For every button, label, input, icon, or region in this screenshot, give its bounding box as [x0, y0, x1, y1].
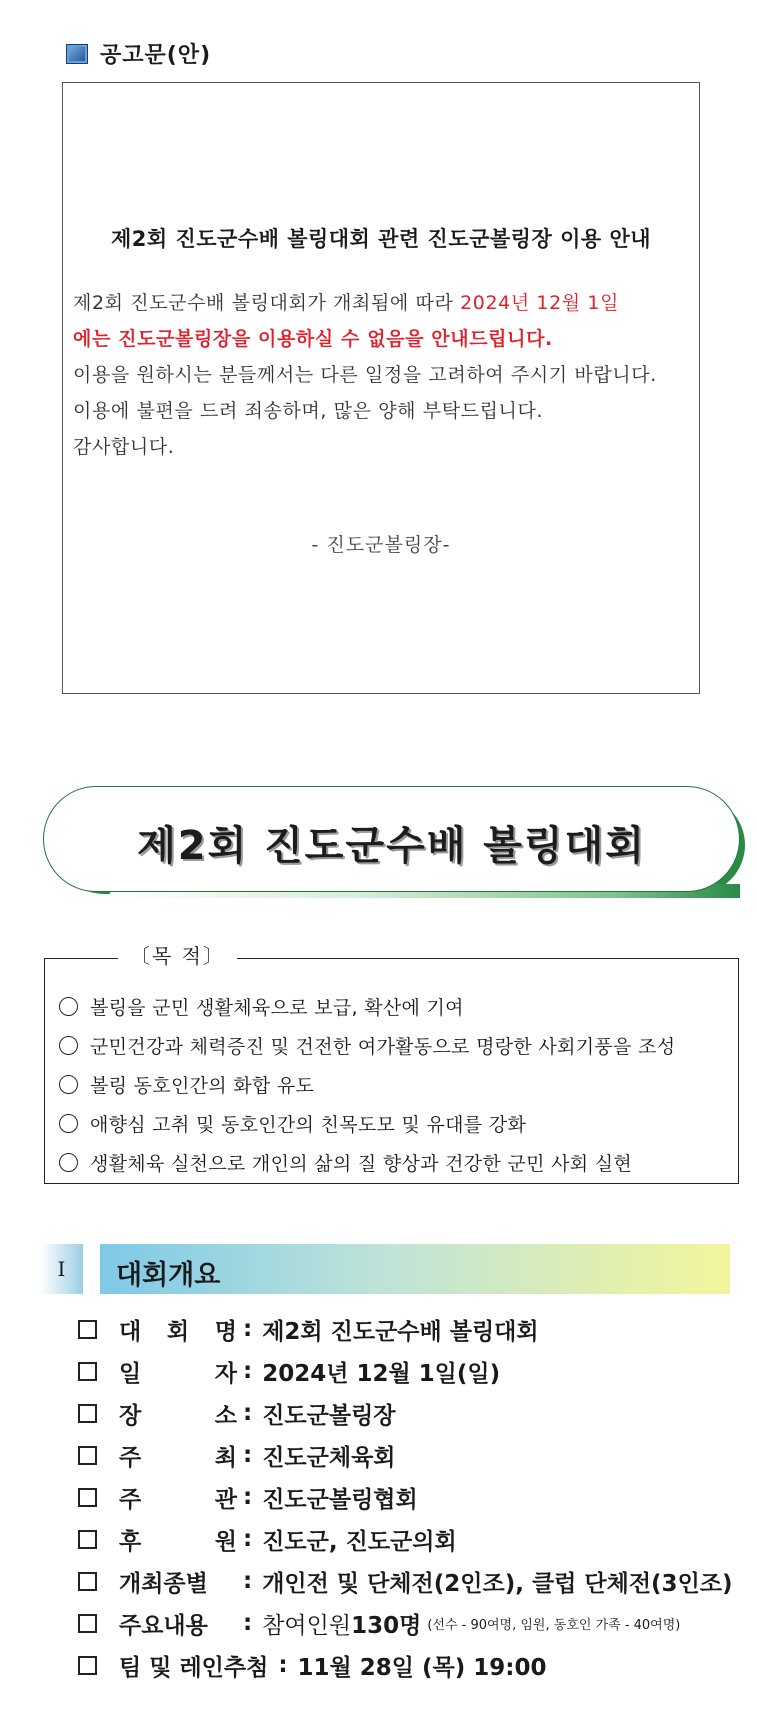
overview-row — [78, 1644, 733, 1686]
notice-header-text: 공고문(안) — [100, 43, 212, 68]
overview-row — [78, 1350, 733, 1392]
square-bullet-icon — [66, 44, 88, 64]
overview-row — [78, 1308, 733, 1350]
circle-bullet-icon — [59, 1075, 78, 1094]
overview-key-char: 후 — [119, 1528, 142, 1555]
purpose-item-text: 군민건강과 체력증진 및 건전한 여가활동으로 명랑한 사회기풍을 조성 — [90, 1036, 676, 1058]
notice-body — [73, 285, 691, 465]
overview-list — [78, 1308, 733, 1686]
event-banner — [43, 786, 740, 892]
overview-value: 제2회 진도군수배 볼링대회 — [262, 1318, 539, 1345]
circle-bullet-icon — [59, 1114, 78, 1133]
section-bar — [100, 1244, 730, 1294]
checkbox-square-icon — [78, 1320, 97, 1339]
overview-value: 진도군볼링장 — [262, 1402, 396, 1429]
notice-paragraph-1 — [73, 285, 691, 357]
overview-key — [119, 1481, 237, 1514]
overview-key: 팀 및 레인추첨 — [119, 1654, 269, 1681]
overview-row — [78, 1560, 733, 1602]
overview-key-char: 대 — [119, 1318, 142, 1345]
checkbox-square-icon — [78, 1572, 97, 1591]
overview-key: 주요내용 — [119, 1612, 208, 1639]
notice-paragraph-2: 이용을 원하시는 분들께서는 다른 일정을 고려하여 주시기 바랍니다. — [73, 364, 657, 386]
purpose-item-text: 생활체육 실천으로 개인의 삶의 질 향상과 건강한 군민 사회 실현 — [90, 1153, 633, 1175]
purpose-item — [59, 1065, 675, 1104]
checkbox-square-icon — [78, 1362, 97, 1381]
notice-paragraph-4: 감사합니다. — [73, 436, 175, 458]
participants-count: 130명 — [351, 1612, 422, 1639]
section-number: I — [40, 1244, 83, 1294]
purpose-item-text: 볼링 동호인간의 화합 유도 — [90, 1075, 315, 1097]
overview-key-char: 자 — [214, 1360, 237, 1387]
overview-colon: : — [243, 1400, 253, 1426]
notice-title: 제2회 진도군수배 볼링대회 관련 진도군볼링장 이용 안내 — [110, 227, 652, 251]
overview-value: 개인전 및 단체전(2인조), 클럽 단체전(3인조) — [262, 1570, 733, 1597]
notice-signature: - 진도군볼링장- — [311, 534, 451, 556]
overview-key — [119, 1397, 237, 1430]
section-title: 대회개요 — [116, 1260, 221, 1291]
purpose-item-text: 볼링을 군민 생활체육으로 보급, 확산에 기여 — [90, 997, 464, 1019]
overview-colon: : — [278, 1652, 288, 1678]
overview-key — [119, 1523, 237, 1556]
purpose-label: 〔목 적〕 — [118, 940, 237, 969]
overview-key-char: 일 — [119, 1360, 142, 1387]
overview-key — [119, 1355, 237, 1388]
purpose-item — [59, 1143, 675, 1182]
overview-row — [78, 1518, 733, 1560]
overview-key-char: 회 — [166, 1318, 190, 1345]
overview-value: 진도군, 진도군의회 — [262, 1528, 457, 1555]
circle-bullet-icon — [59, 1036, 78, 1055]
overview-colon: : — [243, 1610, 253, 1636]
circle-bullet-icon — [59, 1153, 78, 1172]
notice-paragraph-3: 이용에 불편을 드려 죄송하며, 많은 양해 부탁드립니다. — [73, 400, 544, 422]
checkbox-square-icon — [78, 1446, 97, 1465]
overview-row — [78, 1476, 733, 1518]
circle-bullet-icon — [59, 997, 78, 1016]
draw-value: 11월 28일 (목) 19:00 — [297, 1654, 547, 1681]
overview-colon: : — [243, 1316, 253, 1342]
purpose-item — [59, 1026, 675, 1065]
purpose-item-text: 애향심 고취 및 동호인간의 친목도모 및 유대를 강화 — [90, 1114, 527, 1136]
overview-colon: : — [243, 1568, 253, 1594]
overview-key-char: 원 — [214, 1528, 237, 1555]
overview-key-char: 명 — [214, 1318, 237, 1345]
overview-key — [119, 1313, 237, 1346]
overview-key-char: 장 — [119, 1402, 142, 1429]
purpose-item — [59, 987, 675, 1026]
notice-date: 2024년 12월 1일 — [460, 292, 620, 314]
participants-note: (선수 - 90여명, 임원, 동호인 가족 - 40여명) — [427, 1617, 681, 1633]
notice-box — [62, 82, 700, 694]
overview-row — [78, 1434, 733, 1476]
notice-p1-lead: 제2회 진도군수배 볼링대회가 개최됨에 따라 — [73, 292, 461, 314]
overview-key-char: 소 — [214, 1402, 237, 1429]
overview-colon: : — [243, 1526, 253, 1552]
checkbox-square-icon — [78, 1404, 97, 1423]
overview-colon: : — [243, 1484, 253, 1510]
overview-key — [119, 1439, 237, 1472]
notice-header — [66, 38, 211, 69]
checkbox-square-icon — [78, 1530, 97, 1549]
overview-key — [119, 1565, 237, 1598]
checkbox-square-icon — [78, 1614, 97, 1633]
overview-key-char: 개최종별 — [119, 1570, 208, 1597]
overview-colon: : — [243, 1442, 253, 1468]
overview-row — [78, 1602, 733, 1644]
overview-key-char: 최 — [214, 1444, 237, 1471]
overview-value: 2024년 12월 1일(일) — [262, 1360, 501, 1387]
overview-value: 진도군볼링협회 — [262, 1486, 418, 1513]
notice-closure: 에는 진도군볼링장을 이용하실 수 없음을 안내드립니다. — [73, 328, 553, 350]
overview-key-char: 주 — [119, 1486, 142, 1513]
overview-colon: : — [243, 1358, 253, 1384]
overview-row — [78, 1392, 733, 1434]
overview-key-char: 관 — [214, 1486, 237, 1513]
event-title: 제2회 진도군수배 볼링대회 — [137, 823, 646, 869]
participants-lead: 참여인원 — [262, 1612, 352, 1639]
overview-key-char: 주 — [119, 1444, 142, 1471]
checkbox-square-icon — [78, 1488, 97, 1507]
purpose-item — [59, 1104, 675, 1143]
checkbox-square-icon — [78, 1656, 97, 1675]
purpose-box — [44, 958, 739, 1184]
purpose-list — [59, 987, 675, 1182]
overview-value: 진도군체육회 — [262, 1444, 396, 1471]
